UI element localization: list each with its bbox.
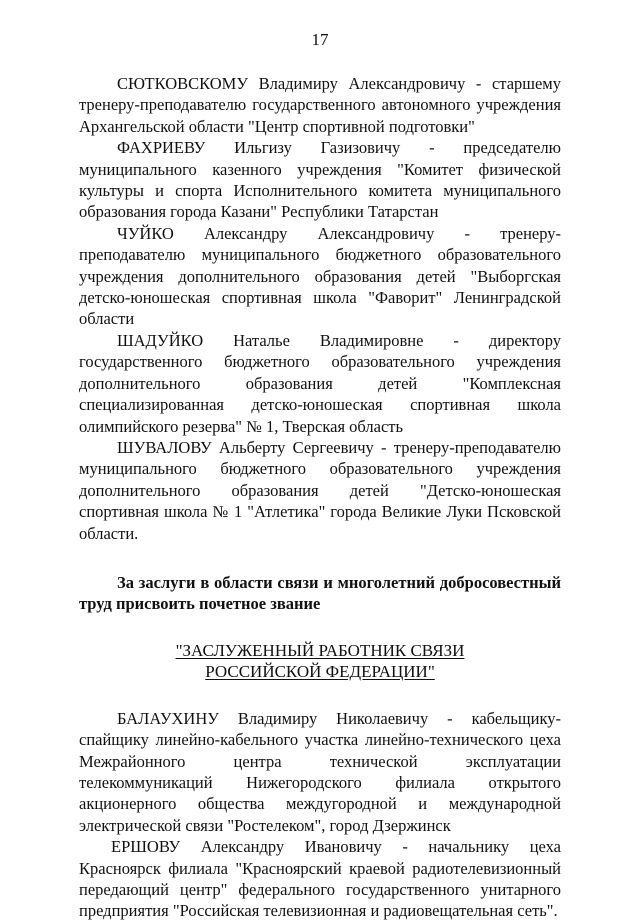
award-title-line-2: РОССИЙСКОЙ ФЕДЕРАЦИИ" (205, 661, 435, 681)
spacer (79, 682, 561, 708)
page-number: 17 (311, 30, 329, 49)
award-title (79, 640, 561, 682)
award-heading: За заслуги в области связи и многолетний добросовестный труд присвоить почетное звание (79, 572, 561, 614)
document-body (79, 73, 561, 922)
paragraph-shuvalov: ШУВАЛОВУ Альберту Сергеевичу - тренеру-преподавателю муниципального бюджетного образовательного учреждения дополнительного образования детей "Детско-юношеская спортивная школа № 1 "Атлетика" города Великие Луки Псковской области. (79, 437, 561, 543)
paragraph-shaduyko: ШАДУЙКО Наталье Владимировне - директору государственного бюджетного образовательного учреждения дополнительного образования детей "Комплексная специализированная детско-юношеская спортивная школа олимпийского резерва" № 1, Тверская область (79, 330, 561, 436)
award-title-line-1: "ЗАСЛУЖЕННЫЙ РАБОТНИК СВЯЗИ (175, 640, 465, 660)
paragraph-sutkovsky: СЮТКОВСКОМУ Владимиру Александровичу - старшему тренеру-преподавателю государственного автономного учреждения Архангельской области "Центр спортивной подготовки" (79, 74, 561, 136)
paragraph-balaukhin: БАЛАУХИНУ Владимиру Николаевичу - кабельщику-спайщику линейно-кабельного участка линейно-технического цеха Межрайонного центра технической эксплуатации телекоммуникаций Нижегородского филиала открытого акционерного общества междугородной и международной электрической связи "Ростелеком", город Дзержинск (79, 708, 561, 835)
paragraph-fakhriev: ФАХРИЕВУ Ильгизу Газизовичу - председателю муниципального казенного учреждения "Комитет физической культуры и спорта Исполнительного комитета муниципального образования города Казани" Республики Татарстан (79, 138, 561, 222)
paragraph-chuyko: ЧУЙКО Александру Александровичу - тренеру-преподавателю муниципального бюджетного образовательного учреждения дополнительного образования детей "Выборгская детско-юношеская спортивная школа "Фаворит" Ленинградской области (79, 223, 561, 329)
paragraph-ershov: ЕРШОВУ Александру Ивановичу - начальнику цеха Красноярск филиала "Красноярский краевой радиотелевизионный передающий центр" федерального государственного унитарного предприятия "Российская телевизионная и радиовещательная сеть". (79, 837, 561, 921)
